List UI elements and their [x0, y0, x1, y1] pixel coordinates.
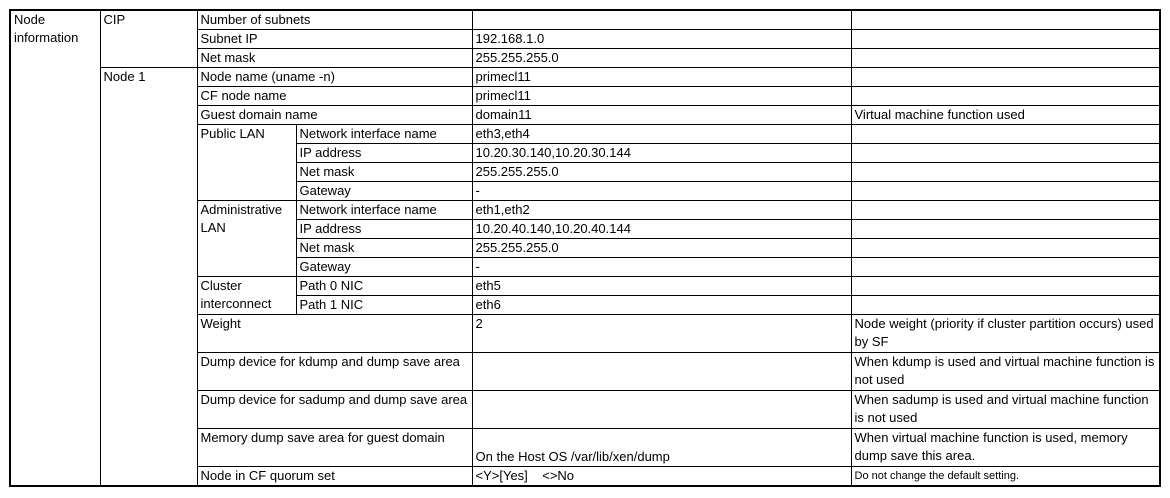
note-cell: [851, 49, 1160, 68]
row-label: IP address: [296, 220, 472, 239]
value-cell[interactable]: 255.255.255.0: [472, 239, 851, 258]
note-cell: [851, 144, 1160, 163]
row-label: IP address: [296, 144, 472, 163]
note-cell: Virtual machine function used: [851, 106, 1160, 125]
note-cell: Do not change the default setting.: [851, 467, 1160, 487]
row-label: Path 1 NIC: [296, 296, 472, 315]
note-cell: [851, 258, 1160, 277]
value-cell[interactable]: 10.20.40.140,10.20.40.144: [472, 220, 851, 239]
row-label: Dump device for kdump and dump save area: [197, 353, 472, 391]
row-label: Number of subnets: [197, 10, 472, 30]
row-label: Path 0 NIC: [296, 277, 472, 296]
row-label: Guest domain name: [197, 106, 472, 125]
public-lan-label: Public LAN: [197, 125, 296, 201]
row-label: Network interface name: [296, 201, 472, 220]
row-label: Net mask: [197, 49, 472, 68]
note-cell: When virtual machine function is used, memory dump save this area.: [851, 429, 1160, 467]
note-cell: [851, 163, 1160, 182]
row-label: Gateway: [296, 258, 472, 277]
note-cell: Node weight (priority if cluster partition occurs) used by SF: [851, 315, 1160, 353]
row-label: Subnet IP: [197, 30, 472, 49]
row-label: Network interface name: [296, 125, 472, 144]
note-cell: [851, 182, 1160, 201]
note-cell: [851, 87, 1160, 106]
value-cell[interactable]: 10.20.30.140,10.20.30.144: [472, 144, 851, 163]
note-cell: [851, 10, 1160, 30]
note-cell: When sadump is used and virtual machine function is not used: [851, 391, 1160, 429]
value-cell[interactable]: 192.168.1.0: [472, 30, 851, 49]
note-cell: [851, 68, 1160, 87]
value-cell[interactable]: primecl11: [472, 87, 851, 106]
value-cell[interactable]: [472, 391, 851, 429]
note-cell: [851, 220, 1160, 239]
note-cell: [851, 30, 1160, 49]
value-cell[interactable]: eth5: [472, 277, 851, 296]
value-cell[interactable]: primecl11: [472, 68, 851, 87]
node-information-table: [9, 9, 1161, 487]
node-information-label: Node information: [10, 10, 100, 486]
note-cell: [851, 125, 1160, 144]
note-cell: [851, 277, 1160, 296]
row-label: Node in CF quorum set: [197, 467, 472, 487]
row-label: CF node name: [197, 87, 472, 106]
row-label: Net mask: [296, 163, 472, 182]
row-label: Net mask: [296, 239, 472, 258]
row-label: Node name (uname -n): [197, 68, 472, 87]
value-cell[interactable]: domain11: [472, 106, 851, 125]
value-cell[interactable]: eth3,eth4: [472, 125, 851, 144]
cluster-interconnect-label: Cluster interconnect: [197, 277, 296, 315]
note-cell: [851, 296, 1160, 315]
value-cell[interactable]: 2: [472, 315, 851, 353]
value-cell[interactable]: 255.255.255.0: [472, 163, 851, 182]
value-cell[interactable]: eth1,eth2: [472, 201, 851, 220]
note-cell: When kdump is used and virtual machine function is not used: [851, 353, 1160, 391]
value-cell[interactable]: On the Host OS /var/lib/xen/dump: [472, 429, 851, 467]
row-label: Gateway: [296, 182, 472, 201]
note-cell: [851, 201, 1160, 220]
row-label: Memory dump save area for guest domain: [197, 429, 472, 467]
value-cell[interactable]: 255.255.255.0: [472, 49, 851, 68]
cip-label: CIP: [100, 10, 197, 68]
quorum-selector[interactable]: <Y>[Yes] <>No: [472, 467, 851, 487]
note-cell: [851, 239, 1160, 258]
node1-label: Node 1: [100, 68, 197, 487]
row-label: Weight: [197, 315, 472, 353]
row-label: Dump device for sadump and dump save area: [197, 391, 472, 429]
value-cell[interactable]: [472, 353, 851, 391]
admin-lan-label: Administrative LAN: [197, 201, 296, 277]
value-cell[interactable]: -: [472, 182, 851, 201]
value-cell[interactable]: [472, 10, 851, 30]
value-cell[interactable]: -: [472, 258, 851, 277]
value-cell[interactable]: eth6: [472, 296, 851, 315]
